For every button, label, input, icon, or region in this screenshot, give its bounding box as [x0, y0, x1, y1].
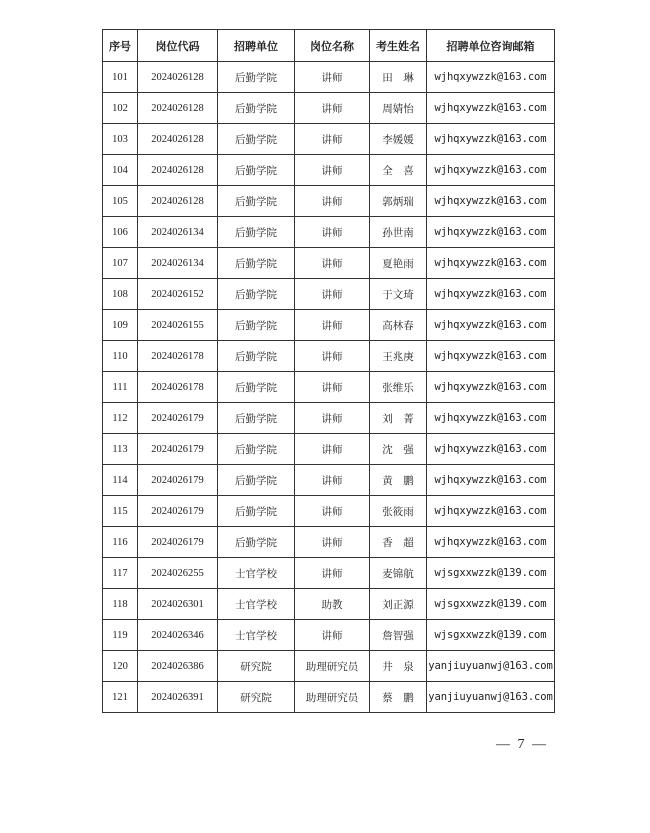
table-row: [103, 372, 555, 403]
page-number: — 7 —: [496, 737, 548, 752]
cell-post-name: 讲师: [295, 620, 370, 651]
cell-contact-email: wjhqxywzzk@163.com: [427, 186, 555, 217]
cell-post-code: 2024026128: [138, 186, 218, 217]
header-row: [103, 30, 555, 62]
cell-contact-email: wjsgxxwzzk@139.com: [427, 620, 555, 651]
cell-index: 104: [103, 155, 138, 186]
table-row: [103, 527, 555, 558]
cell-candidate-name: 詹智强: [370, 620, 427, 651]
cell-employer: 后勤学院: [218, 93, 295, 124]
cell-contact-email: wjhqxywzzk@163.com: [427, 403, 555, 434]
cell-post-code: 2024026179: [138, 434, 218, 465]
table-row: [103, 403, 555, 434]
cell-post-code: 2024026179: [138, 403, 218, 434]
cell-employer: 士官学校: [218, 558, 295, 589]
cell-candidate-name: 麦锦航: [370, 558, 427, 589]
cell-contact-email: wjhqxywzzk@163.com: [427, 124, 555, 155]
cell-post-code: 2024026178: [138, 341, 218, 372]
table-row: [103, 682, 555, 713]
cell-index: 105: [103, 186, 138, 217]
cell-candidate-name: 于文琦: [370, 279, 427, 310]
cell-index: 102: [103, 93, 138, 124]
cell-employer: 后勤学院: [218, 527, 295, 558]
cell-contact-email: wjhqxywzzk@163.com: [427, 465, 555, 496]
cell-contact-email: wjhqxywzzk@163.com: [427, 434, 555, 465]
cell-contact-email: wjhqxywzzk@163.com: [427, 341, 555, 372]
col-header-contact-email: 招聘单位咨询邮箱: [427, 30, 555, 62]
cell-post-code: 2024026255: [138, 558, 218, 589]
table-row: [103, 279, 555, 310]
cell-index: 116: [103, 527, 138, 558]
cell-employer: 后勤学院: [218, 155, 295, 186]
cell-post-name: 讲师: [295, 62, 370, 93]
col-header-candidate-name: 考生姓名: [370, 30, 427, 62]
cell-post-code: 2024026178: [138, 372, 218, 403]
cell-candidate-name: 沈 强: [370, 434, 427, 465]
cell-employer: 后勤学院: [218, 434, 295, 465]
cell-employer: 后勤学院: [218, 310, 295, 341]
table-row: [103, 341, 555, 372]
cell-employer: 士官学校: [218, 620, 295, 651]
cell-post-name: 讲师: [295, 341, 370, 372]
cell-contact-email: wjhqxywzzk@163.com: [427, 155, 555, 186]
col-header-employer: 招聘单位: [218, 30, 295, 62]
cell-post-code: 2024026179: [138, 527, 218, 558]
cell-post-name: 讲师: [295, 403, 370, 434]
cell-post-name: 讲师: [295, 527, 370, 558]
table-row: [103, 651, 555, 682]
cell-employer: 后勤学院: [218, 496, 295, 527]
cell-post-code: 2024026128: [138, 155, 218, 186]
cell-post-code: 2024026346: [138, 620, 218, 651]
cell-contact-email: wjhqxywzzk@163.com: [427, 372, 555, 403]
cell-index: 117: [103, 558, 138, 589]
cell-post-code: 2024026179: [138, 465, 218, 496]
cell-candidate-name: 刘 菁: [370, 403, 427, 434]
cell-post-code: 2024026134: [138, 248, 218, 279]
cell-post-name: 讲师: [295, 372, 370, 403]
cell-candidate-name: 香 超: [370, 527, 427, 558]
cell-post-code: 2024026386: [138, 651, 218, 682]
cell-contact-email: wjhqxywzzk@163.com: [427, 217, 555, 248]
cell-post-name: 讲师: [295, 310, 370, 341]
cell-post-code: 2024026179: [138, 496, 218, 527]
table-row: [103, 465, 555, 496]
cell-index: 108: [103, 279, 138, 310]
cell-employer: 后勤学院: [218, 124, 295, 155]
cell-index: 101: [103, 62, 138, 93]
cell-index: 112: [103, 403, 138, 434]
table-row: [103, 496, 555, 527]
col-header-post-name: 岗位名称: [295, 30, 370, 62]
cell-post-name: 助理研究员: [295, 651, 370, 682]
table-row: [103, 310, 555, 341]
cell-post-name: 讲师: [295, 186, 370, 217]
cell-post-name: 讲师: [295, 465, 370, 496]
cell-post-code: 2024026128: [138, 124, 218, 155]
cell-employer: 后勤学院: [218, 279, 295, 310]
cell-employer: 后勤学院: [218, 372, 295, 403]
cell-employer: 士官学校: [218, 589, 295, 620]
cell-index: 119: [103, 620, 138, 651]
cell-contact-email: wjhqxywzzk@163.com: [427, 279, 555, 310]
cell-contact-email: wjhqxywzzk@163.com: [427, 93, 555, 124]
cell-candidate-name: 高林春: [370, 310, 427, 341]
cell-index: 109: [103, 310, 138, 341]
table-row: [103, 620, 555, 651]
cell-candidate-name: 全 喜: [370, 155, 427, 186]
cell-post-name: 讲师: [295, 434, 370, 465]
table-row: [103, 434, 555, 465]
cell-candidate-name: 田 琳: [370, 62, 427, 93]
cell-employer: 后勤学院: [218, 248, 295, 279]
cell-candidate-name: 张筱雨: [370, 496, 427, 527]
cell-post-code: 2024026152: [138, 279, 218, 310]
cell-post-code: 2024026128: [138, 93, 218, 124]
cell-candidate-name: 王兆庚: [370, 341, 427, 372]
cell-employer: 后勤学院: [218, 217, 295, 248]
cell-index: 115: [103, 496, 138, 527]
cell-index: 121: [103, 682, 138, 713]
col-header-index: 序号: [103, 30, 138, 62]
cell-employer: 后勤学院: [218, 186, 295, 217]
table-row: [103, 62, 555, 93]
cell-contact-email: wjsgxxwzzk@139.com: [427, 589, 555, 620]
cell-post-name: 讲师: [295, 248, 370, 279]
cell-index: 114: [103, 465, 138, 496]
cell-post-name: 讲师: [295, 124, 370, 155]
recruitment-table: [102, 29, 555, 713]
table-row: [103, 248, 555, 279]
table-row: [103, 93, 555, 124]
cell-post-code: 2024026155: [138, 310, 218, 341]
cell-contact-email: yanjiuyuanwj@163.com: [427, 651, 555, 682]
cell-candidate-name: 李媛媛: [370, 124, 427, 155]
cell-post-code: 2024026301: [138, 589, 218, 620]
cell-candidate-name: 孙世南: [370, 217, 427, 248]
cell-contact-email: wjhqxywzzk@163.com: [427, 527, 555, 558]
cell-post-name: 助教: [295, 589, 370, 620]
cell-contact-email: wjhqxywzzk@163.com: [427, 310, 555, 341]
cell-contact-email: wjsgxxwzzk@139.com: [427, 558, 555, 589]
cell-candidate-name: 黄 鹏: [370, 465, 427, 496]
cell-post-name: 讲师: [295, 279, 370, 310]
cell-index: 106: [103, 217, 138, 248]
cell-contact-email: wjhqxywzzk@163.com: [427, 62, 555, 93]
table-row: [103, 217, 555, 248]
cell-post-code: 2024026128: [138, 62, 218, 93]
cell-candidate-name: 周婧怡: [370, 93, 427, 124]
cell-employer: 后勤学院: [218, 403, 295, 434]
cell-post-name: 讲师: [295, 217, 370, 248]
table-row: [103, 589, 555, 620]
cell-employer: 研究院: [218, 651, 295, 682]
cell-index: 111: [103, 372, 138, 403]
cell-post-name: 助理研究员: [295, 682, 370, 713]
cell-contact-email: yanjiuyuanwj@163.com: [427, 682, 555, 713]
table-row: [103, 558, 555, 589]
table-row: [103, 155, 555, 186]
cell-post-name: 讲师: [295, 496, 370, 527]
cell-index: 113: [103, 434, 138, 465]
cell-candidate-name: 刘正源: [370, 589, 427, 620]
col-header-post-code: 岗位代码: [138, 30, 218, 62]
cell-candidate-name: 蔡 鹏: [370, 682, 427, 713]
cell-contact-email: wjhqxywzzk@163.com: [427, 248, 555, 279]
cell-post-name: 讲师: [295, 558, 370, 589]
cell-index: 120: [103, 651, 138, 682]
table-row: [103, 124, 555, 155]
cell-candidate-name: 张维乐: [370, 372, 427, 403]
cell-post-name: 讲师: [295, 155, 370, 186]
cell-index: 103: [103, 124, 138, 155]
cell-post-code: 2024026134: [138, 217, 218, 248]
cell-employer: 后勤学院: [218, 341, 295, 372]
cell-index: 107: [103, 248, 138, 279]
cell-employer: 后勤学院: [218, 62, 295, 93]
cell-post-code: 2024026391: [138, 682, 218, 713]
cell-employer: 后勤学院: [218, 465, 295, 496]
cell-candidate-name: 井 泉: [370, 651, 427, 682]
cell-contact-email: wjhqxywzzk@163.com: [427, 496, 555, 527]
cell-index: 110: [103, 341, 138, 372]
cell-post-name: 讲师: [295, 93, 370, 124]
cell-candidate-name: 夏艳雨: [370, 248, 427, 279]
cell-employer: 研究院: [218, 682, 295, 713]
cell-index: 118: [103, 589, 138, 620]
cell-candidate-name: 郭炳瑞: [370, 186, 427, 217]
table-row: [103, 186, 555, 217]
